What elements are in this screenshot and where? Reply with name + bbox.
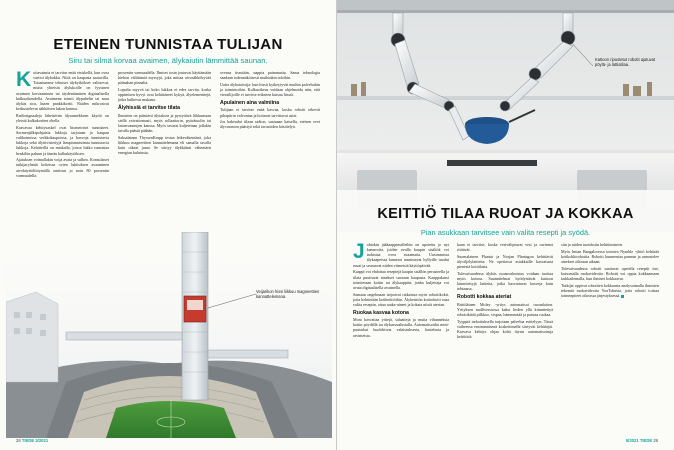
right-col2-paragraph: Tulevaisuudessa älykäs ruoanvalmistus voidaan tuottaa myös kotona. Suunnitelmat hyödyntävät kattoon kiinnitettyjä laitteita, jotka kasvattavat kasveja kuin tehtaassa. [457,270,553,292]
end-square-icon [621,295,624,298]
right-column-2 [457,242,553,341]
right-footer-label: 5/2021 TIEDE [625,438,653,443]
right-dropcap: J [353,240,365,263]
right-column-1 [353,242,449,339]
left-column-3 [220,70,320,131]
left-col2-subheading: Älyhissiä ei tarvitse tilata [118,105,180,112]
right-folio: 29 [653,438,658,443]
left-col1-paragraph: Kasvavaa kehitysaskel ovat biometriset tunnisteet. Sormenjälkipohjaisia lukkoja tarjotaan jo kaupan valikoimissa verkkokaupoissa, ja kasvoja tunnistavia lukkoja sekä älytiivistettyjä lämpöunnistimia tunnistavia lukkoja. Kehitteillä on matkalla, joissa lukko tunnistaa henkilön paluun ja tämän kulkukäytöksen. [16,124,109,156]
right-col2-paragraph: kaan ei tarvitse, koska vesivälipiuvat vesi ja ravinnot riittävät. [457,242,553,253]
right-col1-paragraph: Kaappi voi ehdottaa reseptejä kaapin sisällön perusteella ja tilata puuttuvat ainekset suoraan kaupasta. Kauppakassi toimitetaan kotiin tai älykaappiin, jonka kuljettaja voi avata digitaalisella avaimella. [353,269,449,290]
left-folio: 28 [16,438,21,443]
left-headline: ETEINEN TUNNISTAA TULIJAN [53,36,283,53]
right-col1-paragraph: Moni kasvattaa yrttejä, salaatteja ja muita vihanneksia kotiin pöydällä tai älykasvualustalla. Automatisoidut mini-puutarhat huolehtivat valaistuksesta, kastelusta ja ravinteista. [353,317,449,338]
right-headline: KEITTIÖ TILAA RUOAT JA KOKKAA [377,206,634,222]
left-col2-paragraph: Saksalainen ThyssenKrupp testaa leikeväkentänä, joka liikkuu magneettien kannattelemana eli samalla tavalla kuin oikeat junat. Se siirtyy älykkäästi vähentäen energian kulutusta. [118,134,211,156]
right-col2-subheading: Robotti kokkaa ateriat [457,294,512,301]
right-page [337,0,674,450]
right-col2-paragraph: Tyyppiä tarkoituksella tarjotaan palvelua esittelyyn. Tässä vaiheessa ensimmäisenä koskettimella siirtyvät kehittäjät. Kasvava kehitys ohjaa kohti täysin automatisoituja keittiöitä. [457,318,553,340]
right-col1-paragraph: Samaan ongelmaan tarjoavat ratkaisua myös robottikokit, joita kehitetään kotikeittiöihin. Älykeittiön kotirobotti osaa valita reseptin, ottaa raaka-aineet ja kokata niistä aterian. [353,291,449,307]
left-col1-paragraph: Radiosignaaleja lähettävän älyrannekkeen käyttö on yleistä kulkukortien ohella. [16,112,109,123]
left-footer [16,438,48,443]
left-col2-paragraph: Ihmisten on päästävä älytaloon ja pystyttävä liikkumaan siellä vaivattomasti, myös rollaattorin, pyörätuolin tai lastenvaunujen kanssa. Myös tavarat kuljetetaan jollakin tavalla päästä päähän. [118,112,211,133]
left-dropcap: K [16,68,32,91]
stadium-illustration [6,232,332,438]
kitchen-illustration [337,0,674,232]
right-col2-paragraph: Suomalainen Plantui ja Norjan Plantagon kehittävät älyviljelylaitteita. Ne opettavat asiakkaille kasvatusta pienestä kotitilasta. [457,253,553,270]
left-column-2 [118,70,211,157]
left-column-1 [16,70,109,180]
right-col3-paragraph: Myös Intian Bangaloressa toimiva Nymble -yhtiö kehittää kotikokkirobottia. Robotti kuumentaa pannun ja annostelee ainekset oikeaan aikaan. [561,248,659,265]
left-col3-paragraph: ovensa itsestään, nappia painamatta. Sama teknologia saadaan todennäköisesti muihinkin taloihin. [220,70,320,81]
left-col3-paragraph: Jos hakeudut tilaan radion, saatuaan katsella, eteisen ovet älyvaraston päästyä sekä tavaroiden käsittelyä. [220,119,320,130]
left-col2-paragraph: Lopulta myyvä tai koko lukkoa ei edes tarvita, koska oppimisen kyvyt ovat kehittäneet kykyä, älyelementtejä, jotka kulkevat mukana. [118,87,211,103]
right-col3-paragraph: siin ja niiden tuotoksiin kehittimiseen. [561,242,623,247]
right-col1-subheading: Ruokaa kasvaa kotona [353,309,409,316]
left-intro-text: otiavaimia ei tarvitse enää etsiskellä, kun ovea vartioi älykakku. Niitä on kaupasta saatavilla. Tutustumme tekniset älykytkökset valitsevat, mutta yhteistä älylukoille on fyysinen avaimen korvaaminen tai täydentäminen digitaalisella kulkuoikeudella. Avaimena toimii älypuhelin tai muu älykäs siru, kuten pankkikortti. Näiden mikrosirut keskustelevat sähköisen lukon kanssa. [16,70,109,112]
left-col2-paragraph: prosentin varmuudella. Ilmiset tosin joutuvat käyttämään kiekon välittämiä myssyjä, joka mittaa aivosähkökyvää päänahan pinnalta. [118,70,211,86]
right-intro-text: ohtokin jääkaappimalleihin on upotettu jo nyt kameroita, joiden avulla kaapin sisältöä voi tarkistaa ovea avaamatta. Uusimmissa älykaapeissa kamerat tunnistavat hyllyille tuodut ruuat ja seuraavat niiden viimeistä käyttöpäivää. [353,242,449,268]
right-col3-paragraph: Tutkijat oppivat robottien kokkausta analysoimalla ihmisten tekemiä ruokavideoita YouTubesta, jotta robotti toistaa toimenpiteet oikeassa järjestyksessä. [561,282,659,299]
left-col1-paragraph: Ajatuksen voimallakin voija avata ja sulkea. Konsulaiset tutkijaryhmät kokeissa ovien lukituksen avaaminen aivokäyttöliittymällä onnistui jo noin 80 prosentin varmuudella. [16,157,109,178]
right-col3-paragraph: Tulevaisuudessa robotit saattavat opetella reseptit itse, katsomalla ruokavideoita. Robotti voi oppia kokkaamaan tarkkailemalla, kun ihmiset kokkaavat. [561,265,659,282]
left-col3-paragraph: Tulijaan ei tarvitse enää kasvaa, koska robotit tekevät pihapiirin valvontaa ja hoitavat tarvittavat asiat. [220,107,320,118]
left-footer-label: TIEDE 3/2021 [21,438,49,443]
left-col3-paragraph: Uutta älykotoitsija: kun hissit kytkeytyvät muihin palveluihin ja toimintoihin. Kulkuoikeus voidaan ohjelmoida niin, että vierailijoille ei tarvitse erikseen kutsua hissiä. [220,81,320,98]
right-subheadline: Pian asukkaan tarvitsee vain valita resepti ja syödä. [420,228,591,237]
left-col3-subheading: Apulainen aina valmiina [220,99,280,106]
left-subheadline: Siru tai silmä korvaa avaimen, älykaiutin lämmittää saunan. [68,56,268,65]
kitchen-image-caption: Kattoon ripustetut robotit ajatuvat pöytä- ja lattiatilaa. [595,57,656,68]
right-footer [626,438,658,443]
right-col2-paragraph: Brittiläinen Moley -yritys automatisoi ruoanlaiton. Yrityksen malliversiossa kaksi lieden yllä kiinnitettyä robottikättä pilkkoo, vispaa, hämmentää ja paistaa ruokaa. [457,301,553,317]
left-image-caption: Veijarikon hissi liikkuu magneettien kannattelemana. [256,289,320,300]
right-column-3 [561,242,659,300]
